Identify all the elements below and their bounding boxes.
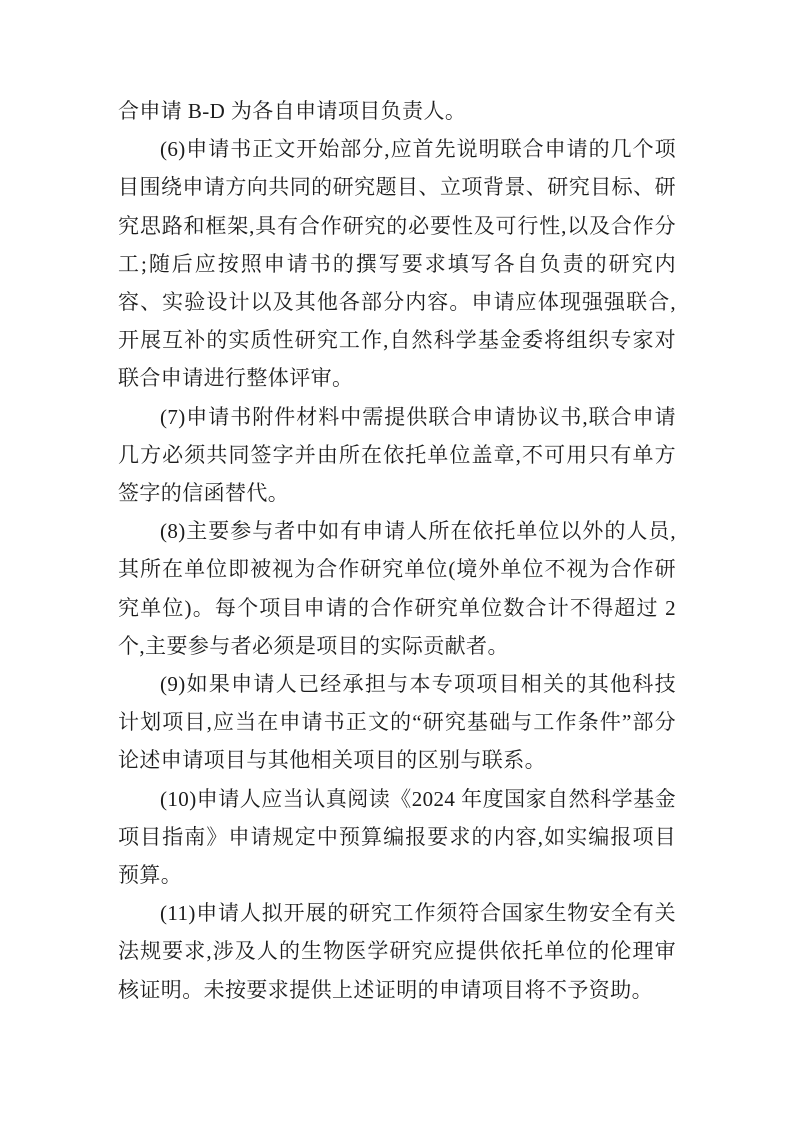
paragraph-item-10: (10)申请人应当认真阅读《2024 年度国家自然科学基金项目指南》申请规定中预算编报要求的内容,如实编报项目预算。	[118, 786, 676, 888]
paragraph-item-7: (7)申请书附件材料中需提供联合申请协议书,联合申请几方必须共同签字并由所在依托单位盖章,不可用只有单方签字的信函替代。	[118, 404, 676, 506]
paragraph-continuation: 合申请 B-D 为各自申请项目负责人。	[118, 99, 467, 123]
paragraph-item-11: (11)申请人拟开展的研究工作须符合国家生物安全有关法规要求,涉及人的生物医学研究应提供依托单位的伦理审核证明。未按要求提供上述证明的申请项目将不予资助。	[118, 901, 676, 1002]
paragraph-item-6: (6)申请书正文开始部分,应首先说明联合申请的几个项目围绕申请方向共同的研究题目、立项背景、研究目标、研究思路和框架,具有合作研究的必要性及可行性,以及合作分工;随后应按照申请书的撰写要求填写各自负责的研究内容、实验设计以及其他各部分内容。申请应体现强强联合,开展互补的实质性研究工作,自然科学基金委将组织专家对联合申请进行整体评审。	[118, 137, 676, 391]
document-text-block	[118, 92, 676, 1009]
paragraph-item-9: (9)如果申请人已经承担与本专项项目相关的其他科技计划项目,应当在申请书正文的“研究基础与工作条件”部分论述申请项目与其他相关项目的区别与联系。	[118, 672, 676, 773]
paragraph-item-8: (8)主要参与者中如有申请人所在依托单位以外的人员,其所在单位即被视为合作研究单位(境外单位不视为合作研究单位)。每个项目申请的合作研究单位数合计不得超过 2 个,主要参与者必须是项目的实际贡献者。	[118, 519, 676, 658]
